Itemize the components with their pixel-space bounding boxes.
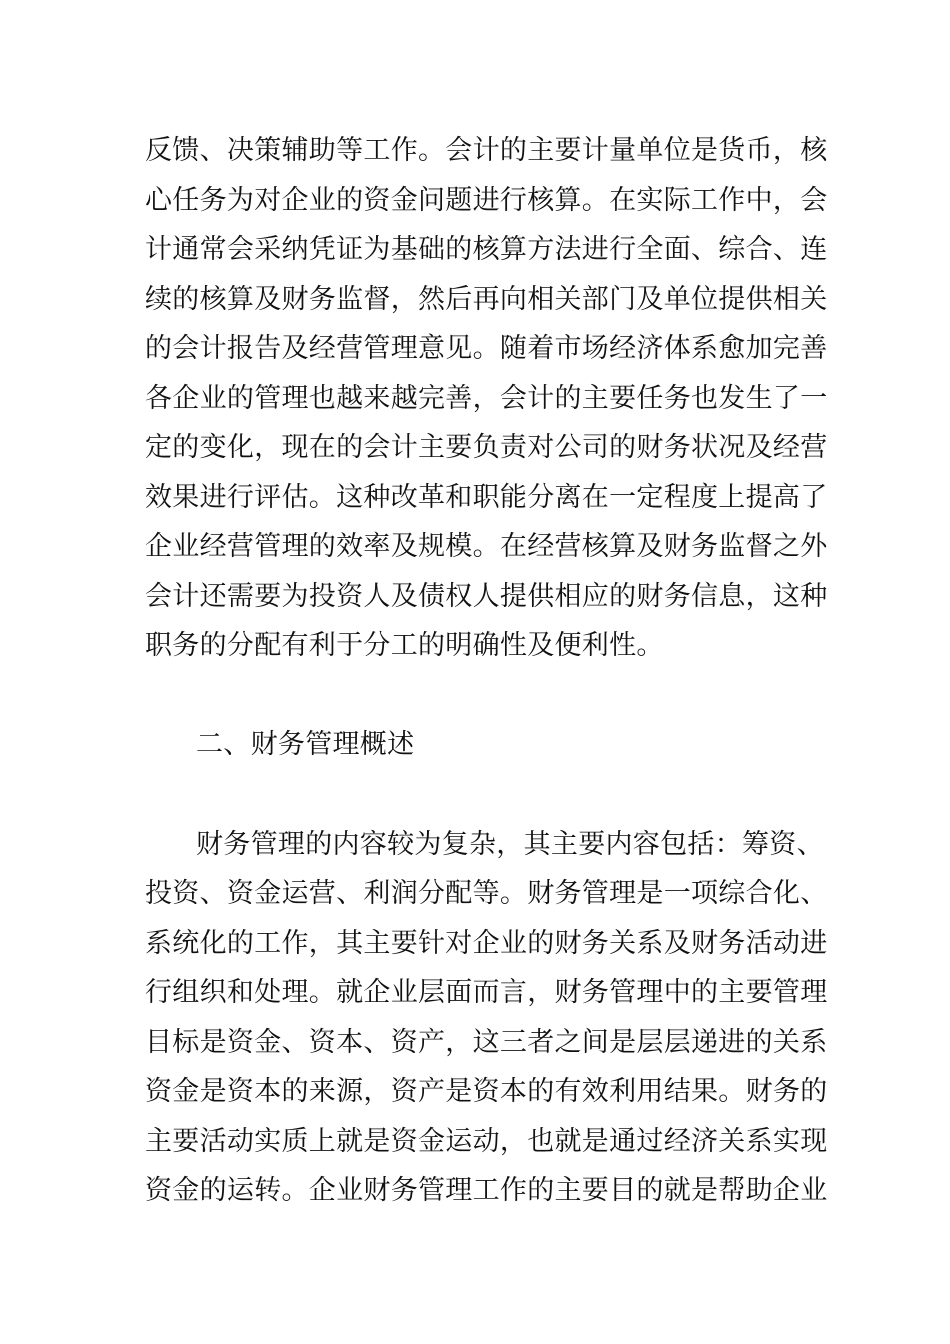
text-line: 各企业的管理也越来越完善，会计的主要任务也发生了一 — [145, 383, 828, 414]
text-line: 职务的分配有利于分工的明确性及便利性。 — [145, 630, 664, 661]
text-line: 计通常会采纳凭证为基础的核算方法进行全面、综合、连 — [145, 234, 828, 265]
text-line: 投资、资金运营、利润分配等。财务管理是一项综合化、 — [145, 878, 828, 909]
text-line: 目标是资金、资本、资产，这三者之间是层层递进的关系 — [145, 1027, 828, 1058]
text-line: 反馈、决策辅助等工作。会计的主要计量单位是货币，核 — [145, 135, 828, 166]
text-line: 系统化的工作，其主要针对企业的财务关系及财务活动进 — [145, 928, 828, 959]
text-line: 会计还需要为投资人及债权人提供相应的财务信息，这种 — [145, 581, 828, 612]
text-line: 效果进行评估。这种改革和职能分离在一定程度上提高了 — [145, 482, 828, 513]
text-line: 行组织和处理。就企业层面而言，财务管理中的主要管理 — [145, 977, 828, 1008]
text-line: 资金的运转。企业财务管理工作的主要目的就是帮助企业 — [145, 1175, 828, 1206]
text-line: 的会计报告及经营管理意见。随着市场经济体系愈加完善 — [145, 333, 828, 364]
text-line: 资金是资本的来源，资产是资本的有效利用结果。财务的 — [145, 1076, 828, 1107]
text-line: 定的变化，现在的会计主要负责对公司的财务状况及经营 — [145, 432, 828, 463]
text-line: 企业经营管理的效率及规模。在经营核算及财务监督之外 — [145, 531, 828, 562]
text-line: 主要活动实质上就是资金运动，也就是通过经济关系实现 — [145, 1126, 828, 1157]
section-heading: 二、财务管理概述 — [196, 729, 415, 760]
text-line: 心任务为对企业的资金问题进行核算。在实际工作中，会 — [145, 185, 828, 216]
text-line: 财务管理的内容较为复杂，其主要内容包括：筹资、 — [196, 829, 824, 860]
text-line: 续的核算及财务监督，然后再向相关部门及单位提供相关 — [145, 284, 828, 315]
